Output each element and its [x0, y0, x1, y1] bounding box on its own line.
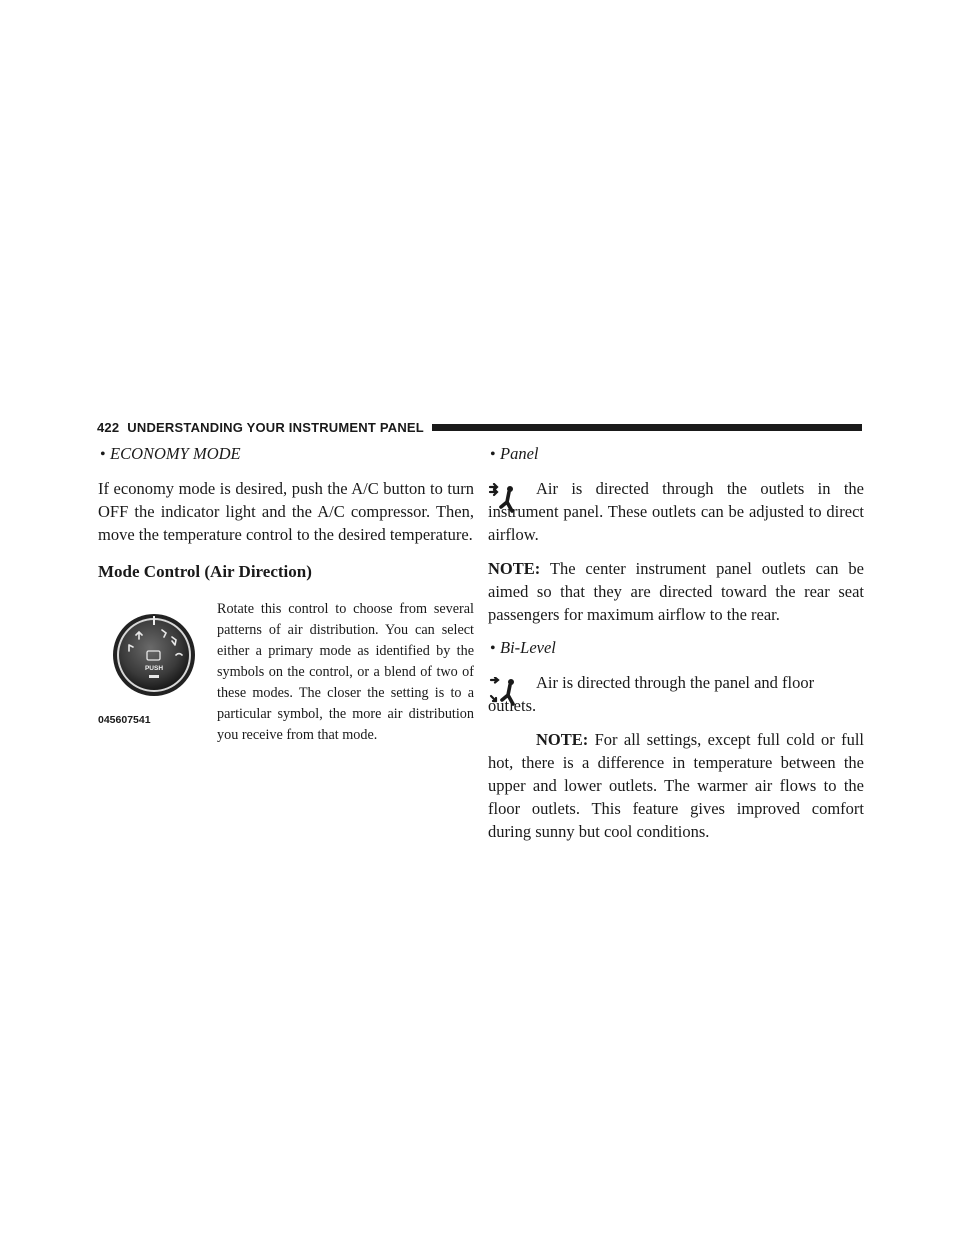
mode-knob-image — [112, 613, 196, 713]
page-number: 422 — [97, 419, 120, 435]
panel-description: Air is directed through the outlets in the instrument panel. These outlets can be adjusted to direct airflow. — [488, 479, 864, 544]
bullet-dot: • — [490, 640, 496, 657]
mode-control-description: Rotate this control to choose from several patterns of air distribution. You can select either a primary mode as identified by the symbols on the control, or a blend of two of these modes. The closer the setting is to a particular symbol, the more air distribution you receive from that mode. — [217, 601, 474, 743]
right-column — [488, 442, 864, 843]
note-text: For all settings, except full cold or full hot, there is a difference in temperature between the upper and lower outlets. The warmer air flows to the floor outlets. This feature gives improved comfort during sunny but cool conditions. — [488, 730, 864, 841]
economy-paragraph: If economy mode is desired, push the A/C button to turn OFF the indicator light and the A/C compressor. Then, move the temperature control to the desired temperature. — [98, 479, 474, 544]
panel-airflow-icon — [488, 483, 518, 513]
running-header — [97, 418, 862, 436]
section-title: UNDERSTANDING YOUR INSTRUMENT PANEL — [127, 419, 424, 435]
bi-level-description: Air is directed through the panel and floor outlets. — [488, 673, 815, 715]
bullet-dot: • — [100, 446, 106, 463]
mode-knob-icon — [112, 613, 196, 697]
bullet-bi-level — [490, 636, 864, 660]
note-label: NOTE: — [536, 730, 589, 749]
header-rule — [432, 424, 862, 431]
bullet-economy-mode — [100, 442, 474, 466]
bilevel-airflow-icon — [488, 677, 518, 707]
note-text: The center instrument panel outlets can be aimed so that they are directed toward the rear seat passengers for maximum airflow to the rear. — [488, 559, 864, 624]
note-panel-outlets — [488, 557, 864, 626]
note-bi-level — [488, 728, 864, 843]
mode-control-heading: Mode Control (Air Direction) — [98, 562, 312, 581]
mode-control-figure — [98, 593, 474, 753]
bi-level-label: Bi-Level — [500, 638, 556, 657]
bullet-panel — [490, 442, 864, 466]
economy-mode-label: ECONOMY MODE — [110, 444, 241, 463]
figure-id: 045607541 — [98, 714, 151, 726]
note-label: NOTE: — [488, 559, 541, 578]
bi-level-mode-block — [488, 671, 864, 717]
panel-mode-block — [488, 477, 864, 546]
panel-label: Panel — [500, 444, 539, 463]
bullet-dot: • — [490, 446, 496, 463]
left-column — [98, 442, 474, 753]
knob-push-label: PUSH — [144, 665, 164, 672]
